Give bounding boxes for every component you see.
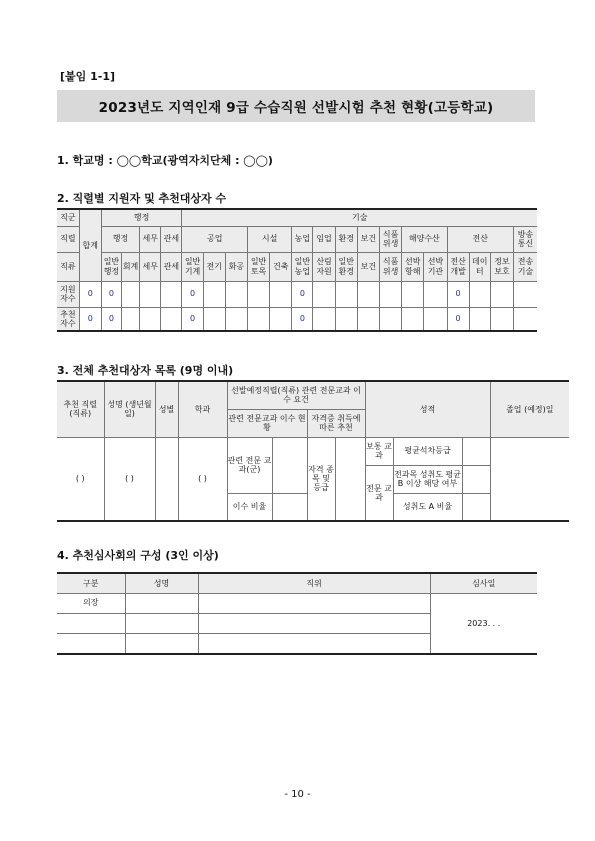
attachment-label: [붙임 1-1] xyxy=(60,70,116,83)
class-header: 화공 xyxy=(225,252,247,281)
series-header: 농업 xyxy=(292,226,313,252)
avg-b-label: 전과목 성취도 평균 B 이상 해당 여부 xyxy=(393,465,462,493)
class-header: 일반기계 xyxy=(182,252,203,281)
cell-value: 0 xyxy=(101,307,121,331)
cell-value: 0 xyxy=(101,281,121,307)
cell-value: 0 xyxy=(182,307,203,331)
row-label-ryeol: 직렬 xyxy=(57,226,79,252)
header-course-status: 관련 전문교과 이수 현황 xyxy=(227,409,307,437)
ratio-label: 이수 비율 xyxy=(227,493,272,521)
series-header: 공업 xyxy=(182,226,248,252)
class-header: 선박기관 xyxy=(424,252,447,281)
class-header: 선박항해 xyxy=(402,252,424,281)
header-division: 구분 xyxy=(57,573,125,593)
class-header: 일반환경 xyxy=(335,252,357,281)
page-title: 2023년도 지역인재 9급 수습직원 선발시험 추천 현황(고등학교) xyxy=(57,90,535,122)
series-header: 환경 xyxy=(335,226,357,252)
row-label-ryu: 직류 xyxy=(57,252,79,281)
group-haengjeong: 행정 xyxy=(101,209,182,226)
header-name: 성명 (생년월일) xyxy=(104,381,155,437)
avg-rank-label: 평균석차등급 xyxy=(393,437,462,465)
class-header: 보건 xyxy=(357,252,379,281)
class-header: 일반행정 xyxy=(101,252,121,281)
cell-value: 0 xyxy=(292,281,313,307)
total-header: 합계 xyxy=(79,209,101,281)
class-header: 데이터 xyxy=(469,252,490,281)
series-header: 전산 xyxy=(447,226,514,252)
header-sex: 성별 xyxy=(155,381,178,437)
series-header: 세무 xyxy=(140,226,161,252)
name-cell: ( ) xyxy=(104,437,155,521)
a-ratio-label: 성취도 A 비율 xyxy=(393,493,462,521)
applicants-table xyxy=(57,208,537,332)
section-candidates-heading: 3. 전체 추천대상자 목록 (9명 이내) xyxy=(57,364,234,377)
class-header: 전기 xyxy=(203,252,225,281)
total-value: 0 xyxy=(79,307,101,331)
class-header: 회계 xyxy=(122,252,140,281)
class-header: 전송기술 xyxy=(514,252,537,281)
header-grade: 성적 xyxy=(365,381,490,437)
class-header: 식품위생 xyxy=(380,252,402,281)
section-school-name: 1. 학교명 : ◯◯학교(광역자치단체 : ◯◯) xyxy=(57,154,273,167)
cell-value: 0 xyxy=(292,307,313,331)
class-header: 일반토목 xyxy=(247,252,269,281)
section-committee-heading: 4. 추천심사회의 구성 (3인 이상) xyxy=(57,549,219,562)
candidates-table xyxy=(57,380,569,522)
header-requirement: 선발예정직렬(직류) 관련 전문교과 이수 요건 xyxy=(227,381,365,409)
group-gisul: 기술 xyxy=(182,209,537,226)
review-date: 2023. . . xyxy=(430,593,537,654)
class-header: 일반농업 xyxy=(292,252,313,281)
series-header: 임업 xyxy=(313,226,335,252)
header-review-date: 심사일 xyxy=(430,573,537,593)
section-applicants-heading: 2. 직렬별 지원자 및 추천대상자 수 xyxy=(57,192,227,205)
class-header: 산림자원 xyxy=(313,252,335,281)
dept-cell: ( ) xyxy=(178,437,227,521)
series-header: 식품위생 xyxy=(380,226,402,252)
cell-value: 0 xyxy=(182,281,203,307)
committee-table xyxy=(57,572,537,655)
cell-value: 0 xyxy=(447,281,469,307)
chair-label: 의장 xyxy=(57,593,125,613)
class-header: 건축 xyxy=(270,252,292,281)
series-header: 관세 xyxy=(161,226,182,252)
series-header: 행정 xyxy=(101,226,139,252)
class-header: 세무 xyxy=(140,252,161,281)
row-label-applicants: 지원자수 xyxy=(57,281,79,307)
header-graduation: 졸업 (예정)일 xyxy=(490,381,569,437)
series-header: 시설 xyxy=(247,226,291,252)
total-value: 0 xyxy=(79,281,101,307)
course-label: 관련 전문 교과(군) xyxy=(227,437,272,493)
row-label-recommended: 추천자수 xyxy=(57,307,79,331)
header-committee-name: 성명 xyxy=(125,573,198,593)
class-header: 전산개발 xyxy=(447,252,469,281)
header-position: 직위 xyxy=(198,573,430,593)
class-header: 관세 xyxy=(161,252,182,281)
major-course-label: 전문 교과 xyxy=(365,465,393,521)
header-recommend-series: 추천 직렬 (직류) xyxy=(57,381,104,437)
page-number: - 10 - xyxy=(284,789,311,800)
license-label: 자격 종목 및 등급 xyxy=(307,437,335,521)
general-course-label: 보통 교과 xyxy=(365,437,393,465)
class-header: 정보보호 xyxy=(490,252,513,281)
recommend-series-cell: ( ) xyxy=(57,437,104,521)
header-dept: 학과 xyxy=(178,381,227,437)
row-label-gun: 직군 xyxy=(57,209,79,226)
series-header: 방송통신 xyxy=(514,226,537,252)
series-header: 해양수산 xyxy=(402,226,447,252)
cell-value: 0 xyxy=(447,307,469,331)
series-header: 보건 xyxy=(357,226,379,252)
header-license: 자격증 취득에 따른 추천 xyxy=(307,409,365,437)
